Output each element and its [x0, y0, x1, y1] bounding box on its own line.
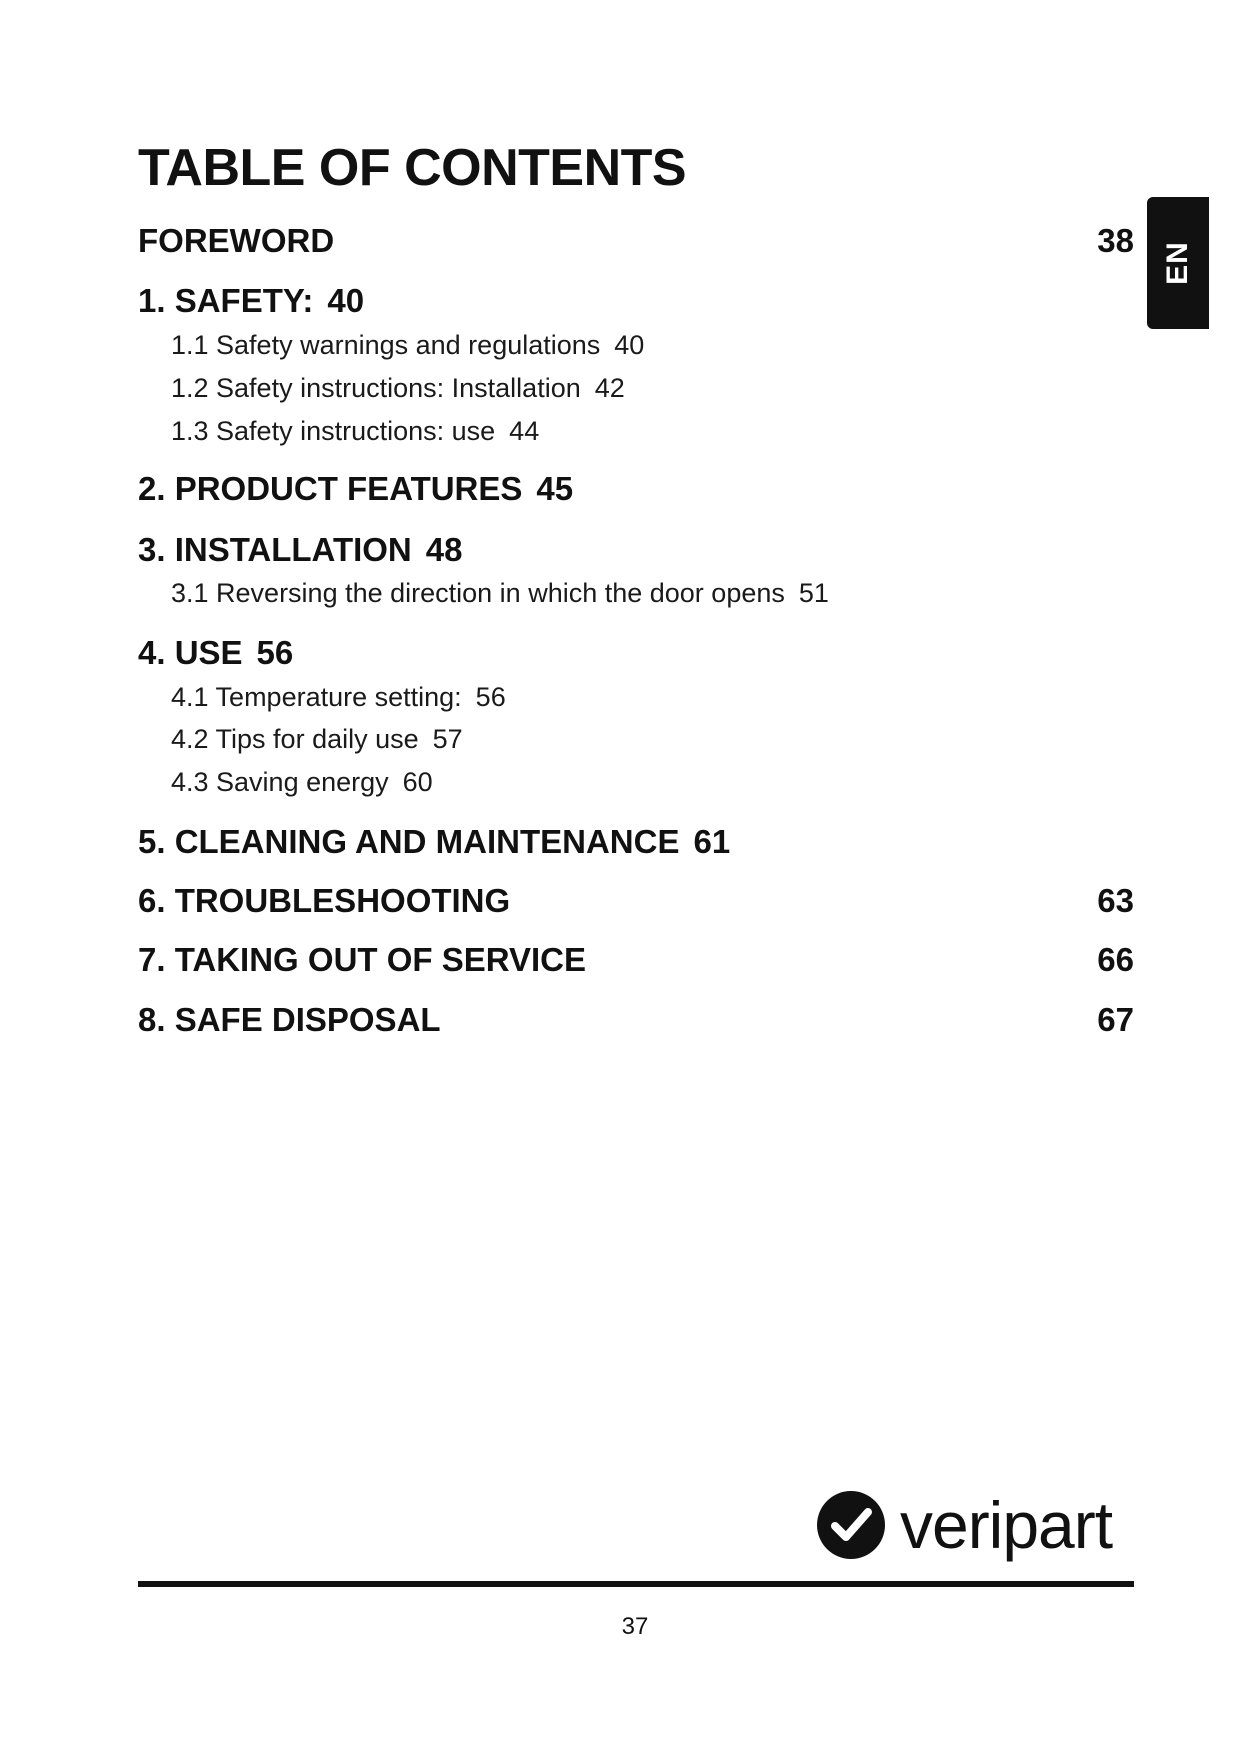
toc-page: 56 — [475, 682, 506, 712]
toc-page: 51 — [798, 578, 829, 608]
toc-label: 6. TROUBLESHOOTING — [138, 882, 511, 919]
toc-page: 61 — [693, 823, 731, 860]
page-number: 37 — [621, 1613, 649, 1640]
toc-label: 4. USE — [138, 634, 243, 671]
toc-entry-use-1[interactable] — [171, 684, 506, 711]
toc-page: 60 — [402, 767, 433, 797]
toc-entry-foreword[interactable] — [138, 224, 334, 257]
toc-label: 3.1 Reversing the direction in which the door opens — [171, 578, 785, 608]
toc-entry-safety-2[interactable] — [171, 375, 625, 402]
language-tab-label: EN — [1161, 241, 1194, 285]
toc-label: 2. PRODUCT FEATURES — [138, 470, 523, 507]
toc-page: 45 — [536, 470, 574, 507]
toc-page: 40 — [614, 330, 645, 360]
toc-label: 1.3 Safety instructions: use — [171, 416, 496, 446]
toc-page-taking-out-of-service: 66 — [1097, 941, 1134, 978]
toc-entry-cleaning[interactable] — [138, 825, 730, 858]
toc-label: 3. INSTALLATION — [138, 531, 412, 568]
toc-label: FOREWORD — [138, 222, 335, 259]
brand-logo — [816, 1480, 1134, 1570]
toc-entry-safety-3[interactable] — [171, 418, 539, 445]
footer-divider — [138, 1581, 1134, 1587]
toc-entry-use-3[interactable] — [171, 769, 433, 796]
toc-label: 1. SAFETY: — [138, 282, 314, 319]
toc-label: 5. CLEANING AND MAINTENANCE — [138, 823, 680, 860]
toc-label: 8. SAFE DISPOSAL — [138, 1001, 441, 1038]
toc-label: 4.1 Temperature setting: — [171, 682, 462, 712]
toc-label: 7. TAKING OUT OF SERVICE — [138, 941, 586, 978]
toc-label: 1.1 Safety warnings and regulations — [171, 330, 601, 360]
toc-page: 57 — [432, 724, 463, 754]
toc-entry-product-features[interactable] — [138, 472, 573, 505]
toc-entry-installation-1[interactable] — [171, 580, 829, 607]
toc-entry-use[interactable] — [138, 636, 293, 669]
toc-page: 48 — [425, 531, 463, 568]
toc-page: 56 — [256, 634, 294, 671]
toc-entry-safety[interactable] — [138, 284, 364, 317]
toc-entry-safety-1[interactable] — [171, 332, 644, 359]
toc-page-troubleshooting: 63 — [1097, 882, 1134, 919]
toc-entry-safe-disposal[interactable] — [138, 1003, 441, 1036]
toc-label: 4.2 Tips for daily use — [171, 724, 419, 754]
toc-entry-use-2[interactable] — [171, 726, 463, 753]
toc-page: 40 — [327, 282, 365, 319]
toc-entry-taking-out-of-service[interactable] — [138, 943, 586, 976]
toc-page: 44 — [509, 416, 540, 446]
page-title: TABLE OF CONTENTS — [138, 139, 687, 197]
toc-page-safe-disposal: 67 — [1097, 1001, 1134, 1038]
toc-page: 42 — [594, 373, 625, 403]
toc-label: 1.2 Safety instructions: Installation — [171, 373, 581, 403]
toc-entry-troubleshooting[interactable] — [138, 884, 510, 917]
checkmark-circle-icon — [816, 1490, 886, 1560]
toc-entry-installation[interactable] — [138, 533, 462, 566]
language-tab — [1147, 197, 1209, 329]
toc-page-foreword: 38 — [1097, 222, 1134, 259]
toc-label: 4.3 Saving energy — [171, 767, 389, 797]
brand-name: veripart — [900, 1488, 1113, 1562]
